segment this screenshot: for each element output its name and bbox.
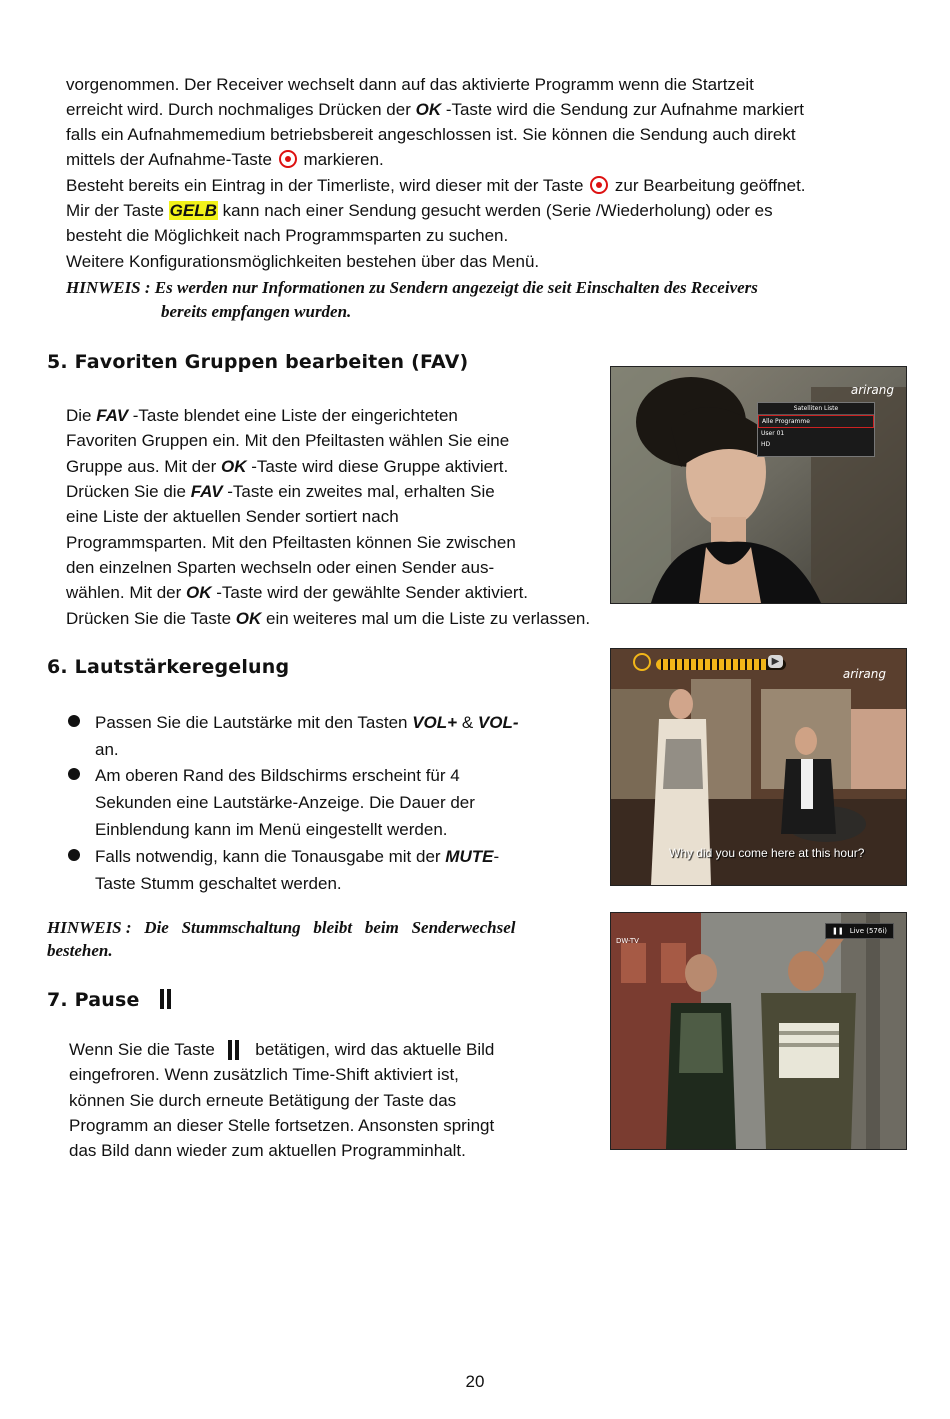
sec6-note-line-2: bestehen. bbox=[47, 941, 113, 960]
intro-note-line-1: HINWEIS : Es werden nur Informationen zu Sendern angezeigt die seit Einschalten des Receivers bbox=[66, 278, 758, 297]
sec7-line-3: können Sie durch erneute Betätigung der Taste das bbox=[69, 1091, 457, 1110]
volume-level-fill bbox=[656, 659, 767, 670]
favorites-screenshot bbox=[610, 366, 907, 604]
pause-icon bbox=[228, 1040, 239, 1058]
live-badge: ❚❚ Live (576i) bbox=[825, 923, 894, 939]
section-5-heading: 5. Favoriten Gruppen bearbeiten (FAV) bbox=[47, 351, 469, 373]
favorites-menu-title: Satelliten Liste bbox=[758, 403, 874, 415]
sec6-bullet-1: Passen Sie die Lautstärke mit den Tasten VOL+ & VOL- an. bbox=[95, 713, 519, 759]
tv-scene-street bbox=[611, 913, 906, 1149]
intro-line-6: Mir der Taste GELB kann nach einer Sendung gesucht werden (Serie /Wiederholung) oder es bbox=[66, 201, 773, 220]
bullet bbox=[68, 768, 80, 780]
intro-line-1: vorgenommen. Der Receiver wechselt dann auf das aktivierte Programm wenn die Startzeit bbox=[66, 75, 754, 94]
speaker-icon: ▶ bbox=[768, 655, 783, 668]
volume-bar bbox=[656, 659, 786, 670]
record-icon bbox=[279, 150, 297, 168]
sec5-line-7: den einzelnen Sparten wechseln oder einen Sender aus- bbox=[66, 558, 495, 577]
favorites-menu-item[interactable]: HD bbox=[761, 441, 771, 448]
pause-icon: ❚❚ bbox=[831, 927, 844, 935]
subtitle-text: Why did you come here at this hour? bbox=[669, 846, 865, 860]
sec6-note-line-1: HINWEIS : Die Stummschaltung bleibt beim Senderwechsel bbox=[47, 918, 516, 937]
record-icon bbox=[590, 176, 608, 194]
sec5-line-5: eine Liste der aktuellen Sender sortiert nach bbox=[66, 507, 399, 526]
sec7-line-2: eingefroren. Wenn zusätzlich Time-Shift aktiviert ist, bbox=[69, 1065, 459, 1084]
page-number: 20 bbox=[465, 1372, 485, 1391]
intro-line-4: mittels der Aufnahme-Taste markieren. bbox=[66, 150, 384, 169]
sec5-line-3: Gruppe aus. Mit der OK -Taste wird diese Gruppe aktiviert. bbox=[66, 457, 509, 476]
sec5-line-8: wählen. Mit der OK -Taste wird der gewählte Sender aktiviert. bbox=[66, 583, 529, 602]
channel-logo: DW-TV bbox=[616, 937, 639, 945]
sec7-line-4: Programm an dieser Stelle fortsetzen. Ansonsten springt bbox=[69, 1116, 495, 1135]
volume-ring-icon bbox=[633, 653, 651, 671]
sec7-line-5: das Bild dann wieder zum aktuellen Programminhalt. bbox=[69, 1141, 466, 1160]
sec5-line-4: Drücken Sie die FAV -Taste ein zweites mal, erhalten Sie bbox=[66, 482, 495, 501]
section-7-heading: 7. Pause bbox=[47, 989, 171, 1011]
intro-note-line-2: bereits empfangen wurden. bbox=[161, 302, 352, 321]
bullet bbox=[68, 849, 80, 861]
intro-line-8: Weitere Konfigurationsmöglichkeiten bestehen über das Menü. bbox=[66, 252, 540, 271]
favorites-menu-item[interactable]: User 01 bbox=[761, 430, 785, 437]
sec6-bullet-3: Falls notwendig, kann die Tonausgabe mit der MUTE- Taste Stumm geschaltet werden. bbox=[95, 847, 500, 893]
section-6-heading: 6. Lautstärkeregelung bbox=[47, 656, 290, 678]
volume-screenshot bbox=[610, 648, 907, 886]
sec5-line-9: Drücken Sie die Taste OK ein weiteres mal um die Liste zu verlassen. bbox=[66, 609, 591, 628]
channel-logo: arirang bbox=[842, 667, 886, 681]
sec5-line-6: Programmsparten. Mit den Pfeiltasten können Sie zwischen bbox=[66, 533, 516, 552]
sec5-line-1: Die FAV -Taste blendet eine Liste der eingerichteten bbox=[66, 406, 458, 425]
pause-icon bbox=[160, 989, 171, 1009]
channel-logo: arirang bbox=[850, 383, 894, 397]
pause-screenshot bbox=[610, 912, 907, 1150]
intro-line-5: Besteht bereits ein Eintrag in der Timerliste, wird dieser mit der Taste zur Bearbeitung geöffnet. bbox=[66, 176, 806, 195]
sec7-line-1: Wenn Sie die Taste betätigen, wird das aktuelle Bild bbox=[69, 1040, 495, 1059]
favorites-menu-item[interactable]: Alle Programme bbox=[758, 415, 874, 428]
sec6-bullet-2: Am oberen Rand des Bildschirms erscheint für 4 Sekunden eine Lautstärke-Anzeige. Die Dauer der Einblendung kann im Menü eingestellt werden. bbox=[95, 766, 475, 839]
intro-line-7: besteht die Möglichkeit nach Programmsparten zu suchen. bbox=[66, 226, 509, 245]
sec5-line-2: Favoriten Gruppen ein. Mit den Pfeiltasten wählen Sie eine bbox=[66, 431, 510, 450]
yellow-key-label: GELB bbox=[169, 201, 217, 220]
intro-line-3: falls ein Aufnahmemedium betriebsbereit angeschlossen ist. Sie können die Sendung auch direkt bbox=[66, 125, 796, 144]
favorites-menu bbox=[757, 402, 875, 457]
intro-line-2: erreicht wird. Durch nochmaliges Drücken der OK -Taste wird die Sendung zur Aufnahme markiert bbox=[66, 100, 804, 119]
bullet bbox=[68, 715, 80, 727]
